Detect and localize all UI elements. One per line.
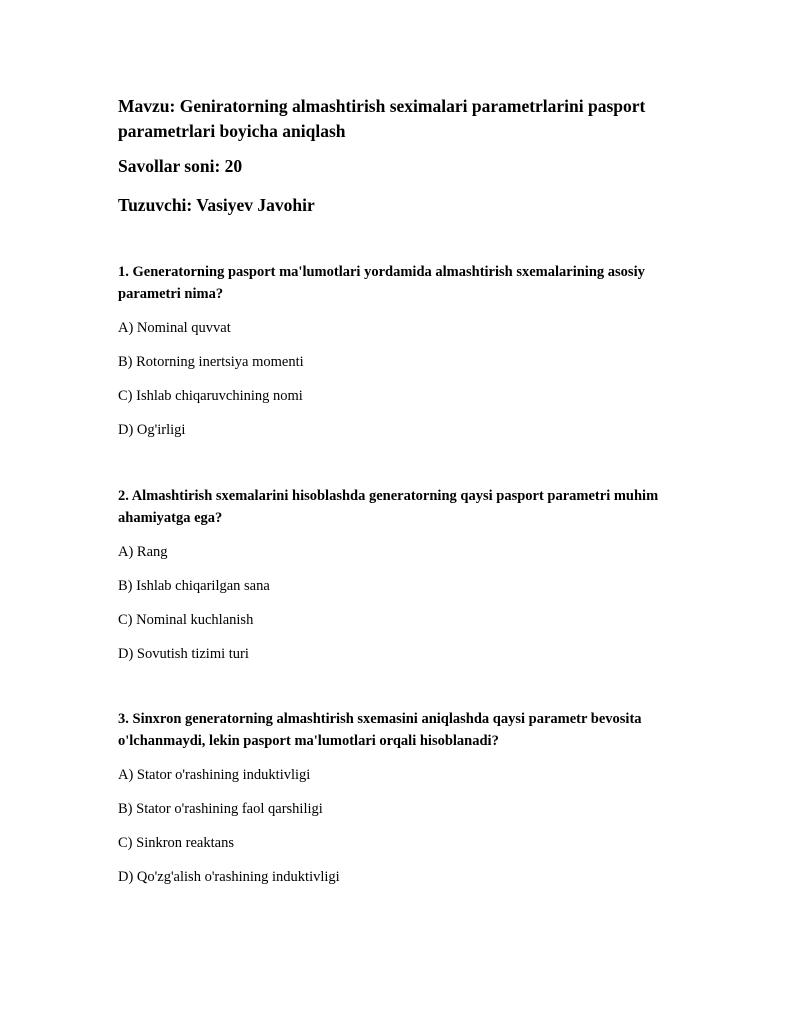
option-a: A) Rang [118,544,168,560]
question-2 [118,485,678,677]
options-list [118,317,678,453]
question-text: 2. Almashtirish sxemalarini hisoblashda generatorning qaysi pasport parametri muhim ahamiyatga ega? [118,488,659,526]
question-3 [118,708,678,900]
option-a: A) Nominal quvvat [118,320,231,336]
option-c: C) Sinkron reaktans [118,835,234,851]
option-a: A) Stator o'rashining induktivligi [118,767,311,783]
options-list [118,764,678,900]
option-b: B) Ishlab chiqarilgan sana [118,578,270,594]
question-text: 1. Generatorning pasport ma'lumotlari yordamida almashtirish sxemalarining asosiy parametri nima? [118,264,645,302]
option-b: B) Rotorning inertsiya momenti [118,354,304,370]
author-line: Tuzuvchi: Vasiyev Javohir [118,195,315,215]
option-b: B) Stator o'rashining faol qarshiligi [118,801,323,817]
question-text: 3. Sinxron generatorning almashtirish sxemasini aniqlashda qaysi parametr bevosita o'lchanmaydi, lekin pasport ma'lumotlari orqali hisoblanadi? [118,711,642,749]
options-list [118,541,678,677]
option-c: C) Ishlab chiqaruvchining nomi [118,388,303,404]
option-d: D) Sovutish tizimi turi [118,646,249,662]
question-1 [118,261,678,453]
option-d: D) Qo'zg'alish o'rashining induktivligi [118,869,340,885]
option-d: D) Og'irligi [118,422,186,438]
option-c: C) Nominal kuchlanish [118,612,254,628]
document-title: Mavzu: Geniratorning almashtirish seximalari parametrlarini pasport parametrlari boyicha aniqlash [118,96,646,141]
question-count: Savollar soni: 20 [118,156,243,176]
